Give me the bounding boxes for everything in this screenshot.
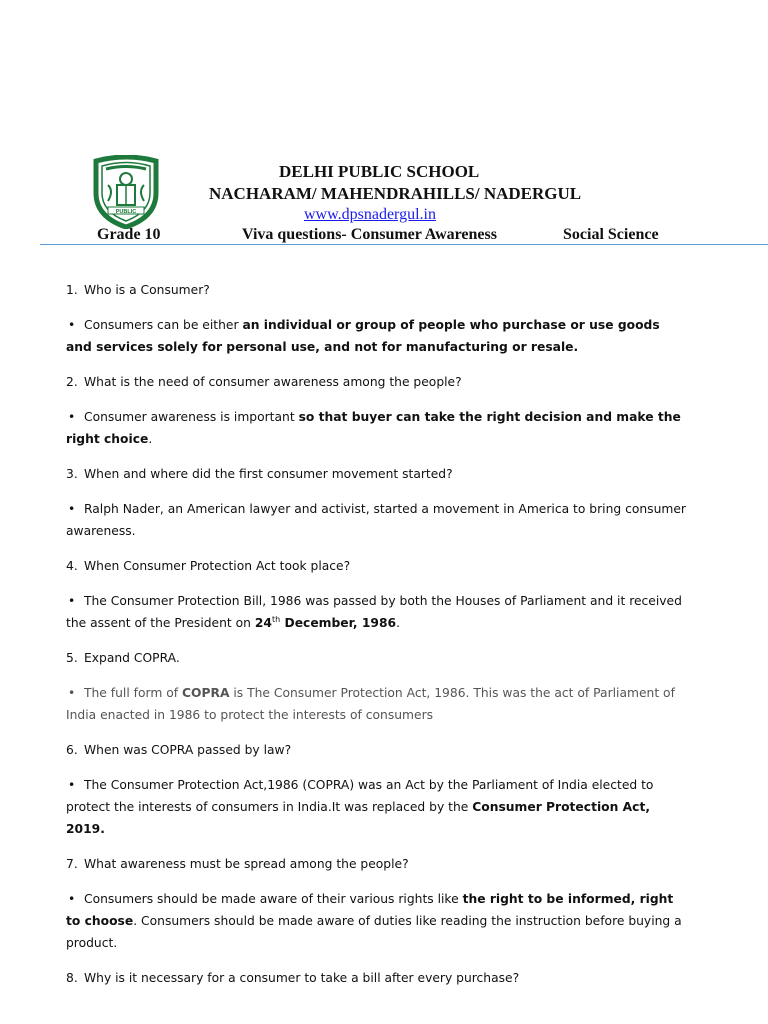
school-logo — [86, 155, 166, 229]
answer — [66, 774, 688, 840]
logo-text: PUBLIC — [115, 209, 137, 215]
question — [66, 967, 688, 989]
question-text: Why is it necessary for a consumer to take a bill after every purchase? — [84, 971, 520, 985]
bullet-icon: • — [68, 410, 76, 424]
bullet-icon: • — [68, 502, 76, 516]
answer-text: . — [396, 616, 400, 630]
topic-title: Viva questions- Consumer Awareness — [242, 226, 497, 243]
answer — [66, 406, 688, 450]
question-text: What is the need of consumer awareness among the people? — [84, 375, 462, 389]
question-number: 1. — [66, 283, 78, 297]
answer-bold-text: the right to be informed, right to choose — [66, 892, 674, 928]
question-text: When Consumer Protection Act took place? — [84, 559, 351, 573]
answer-text: Ralph Nader, an American lawyer and activist, started a movement in America to bring consumer awareness. — [66, 502, 686, 538]
question-number: 8. — [66, 971, 78, 985]
answer-text: . — [148, 432, 153, 446]
answer-text: Consumer awareness is important — [84, 410, 299, 424]
answer-bold-text: COPRA — [182, 686, 230, 700]
question-number: 6. — [66, 743, 78, 757]
question-number: 4. — [66, 559, 78, 573]
question — [66, 739, 688, 761]
header-divider — [40, 244, 768, 245]
answer-text: The Consumer Protection Bill, 1986 was passed by both the Houses of Parliament and it received the assent of the President on — [66, 594, 682, 630]
answer-bold-text: 24 — [254, 616, 272, 630]
answer-bold-text: an individual or group of people who purchase or use goods and services solely for personal use, and not for manufacturing or resale — [66, 318, 660, 354]
question — [66, 371, 688, 393]
answer-bold-text: December, 1986 — [280, 616, 397, 630]
school-name: DELHI PUBLIC SCHOOL — [279, 162, 480, 181]
bullet-icon: • — [68, 686, 76, 700]
answer — [66, 682, 688, 726]
answer-text: . — [100, 822, 105, 836]
answer-text: . Consumers should be made aware of duties like reading the instruction before buying a product. — [66, 914, 682, 950]
question — [66, 853, 688, 875]
subject-label: Social Science — [563, 226, 659, 243]
school-crest-icon — [86, 155, 166, 229]
school-website-link[interactable]: www.dpsnadergul.in — [304, 206, 436, 223]
question-text: What awareness must be spread among the people? — [84, 857, 409, 871]
question-number: 5. — [66, 651, 78, 665]
question-number: 3. — [66, 467, 78, 481]
question — [66, 463, 688, 485]
answer-text: . — [573, 340, 579, 354]
answer-text: is The Consumer Protection Act, 1986. This was the act of Parliament of India enacted in 1986 to protect the interests of consumers — [66, 686, 675, 722]
question — [66, 279, 688, 301]
answer-bold-text: so that buyer can take the right decision and make the right choice — [66, 410, 681, 446]
answer — [66, 314, 688, 358]
answer-bold-text: Consumer Protection Act, 2019 — [66, 800, 650, 836]
school-branches: NACHARAM/ MAHENDRAHILLS/ NADERGUL — [209, 184, 582, 203]
question-text: When and where did the first consumer movement started? — [84, 467, 453, 481]
answer — [66, 590, 688, 634]
question-number: 2. — [66, 375, 78, 389]
answer — [66, 498, 688, 542]
grade-label: Grade 10 — [97, 226, 161, 243]
question-number: 7. — [66, 857, 78, 871]
questions-content — [66, 279, 688, 1002]
answer-text: The full form of — [84, 686, 182, 700]
question-text: Who is a Consumer? — [84, 283, 210, 297]
answer-text: Consumers should be made aware of their various rights like — [84, 892, 463, 906]
answer-text: Consumers can be either — [84, 318, 243, 332]
bullet-icon: • — [68, 892, 76, 906]
bullet-icon: • — [68, 778, 76, 792]
answer — [66, 888, 688, 954]
question — [66, 647, 688, 669]
bullet-icon: • — [68, 318, 76, 332]
question-text: Expand COPRA. — [84, 651, 180, 665]
answer-text: The Consumer Protection Act,1986 (COPRA) was an Act by the Parliament of India elected to protect the interests of consumers in India.It was replaced by the — [66, 778, 654, 814]
bullet-icon: • — [68, 594, 76, 608]
question — [66, 555, 688, 577]
answer-superscript: th — [272, 614, 281, 624]
question-text: When was COPRA passed by law? — [84, 743, 292, 757]
